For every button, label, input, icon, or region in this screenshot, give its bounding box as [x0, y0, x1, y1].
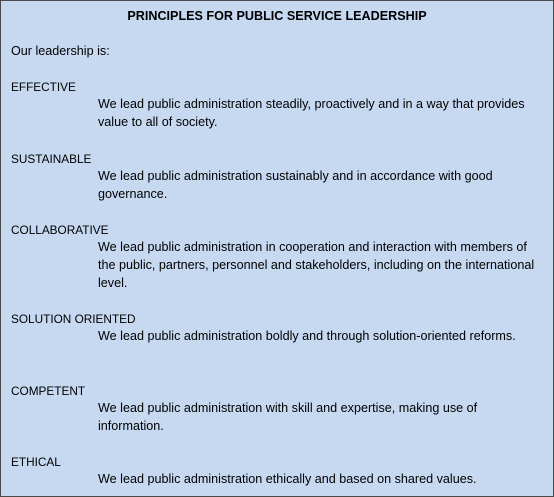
principle-collaborative — [11, 223, 546, 292]
principle-description: We lead public administration with skill and expertise, making use of information. — [98, 401, 478, 433]
principle-description: We lead public administration steadily, proactively and in a way that provides value to all of society. — [98, 97, 525, 129]
principle-heading: COMPETENT — [11, 384, 86, 398]
intro-text: Our leadership is: — [11, 44, 110, 58]
principle-description: We lead public administration sustainably and in accordance with good governance. — [98, 169, 493, 201]
principle-competent — [11, 384, 546, 435]
principle-heading: SUSTAINABLE — [11, 152, 92, 166]
principle-ethical — [11, 455, 546, 488]
principle-heading: EFFECTIVE — [11, 80, 76, 94]
principle-effective — [11, 80, 546, 131]
principle-description: We lead public administration in cooperation and interaction with members of the public, partners, personnel and stakeholders, including on the international level. — [98, 240, 535, 290]
principle-heading: SOLUTION ORIENTED — [11, 312, 136, 326]
principle-solution-oriented — [11, 312, 546, 345]
principle-heading: COLLABORATIVE — [11, 223, 109, 237]
document-title: PRINCIPLES FOR PUBLIC SERVICE LEADERSHIP — [127, 9, 427, 23]
principle-description: We lead public administration ethically and based on shared values. — [98, 472, 477, 486]
principle-heading: ETHICAL — [11, 455, 61, 469]
principle-description: We lead public administration boldly and through solution-oriented reforms. — [98, 329, 516, 343]
principle-sustainable — [11, 152, 546, 203]
